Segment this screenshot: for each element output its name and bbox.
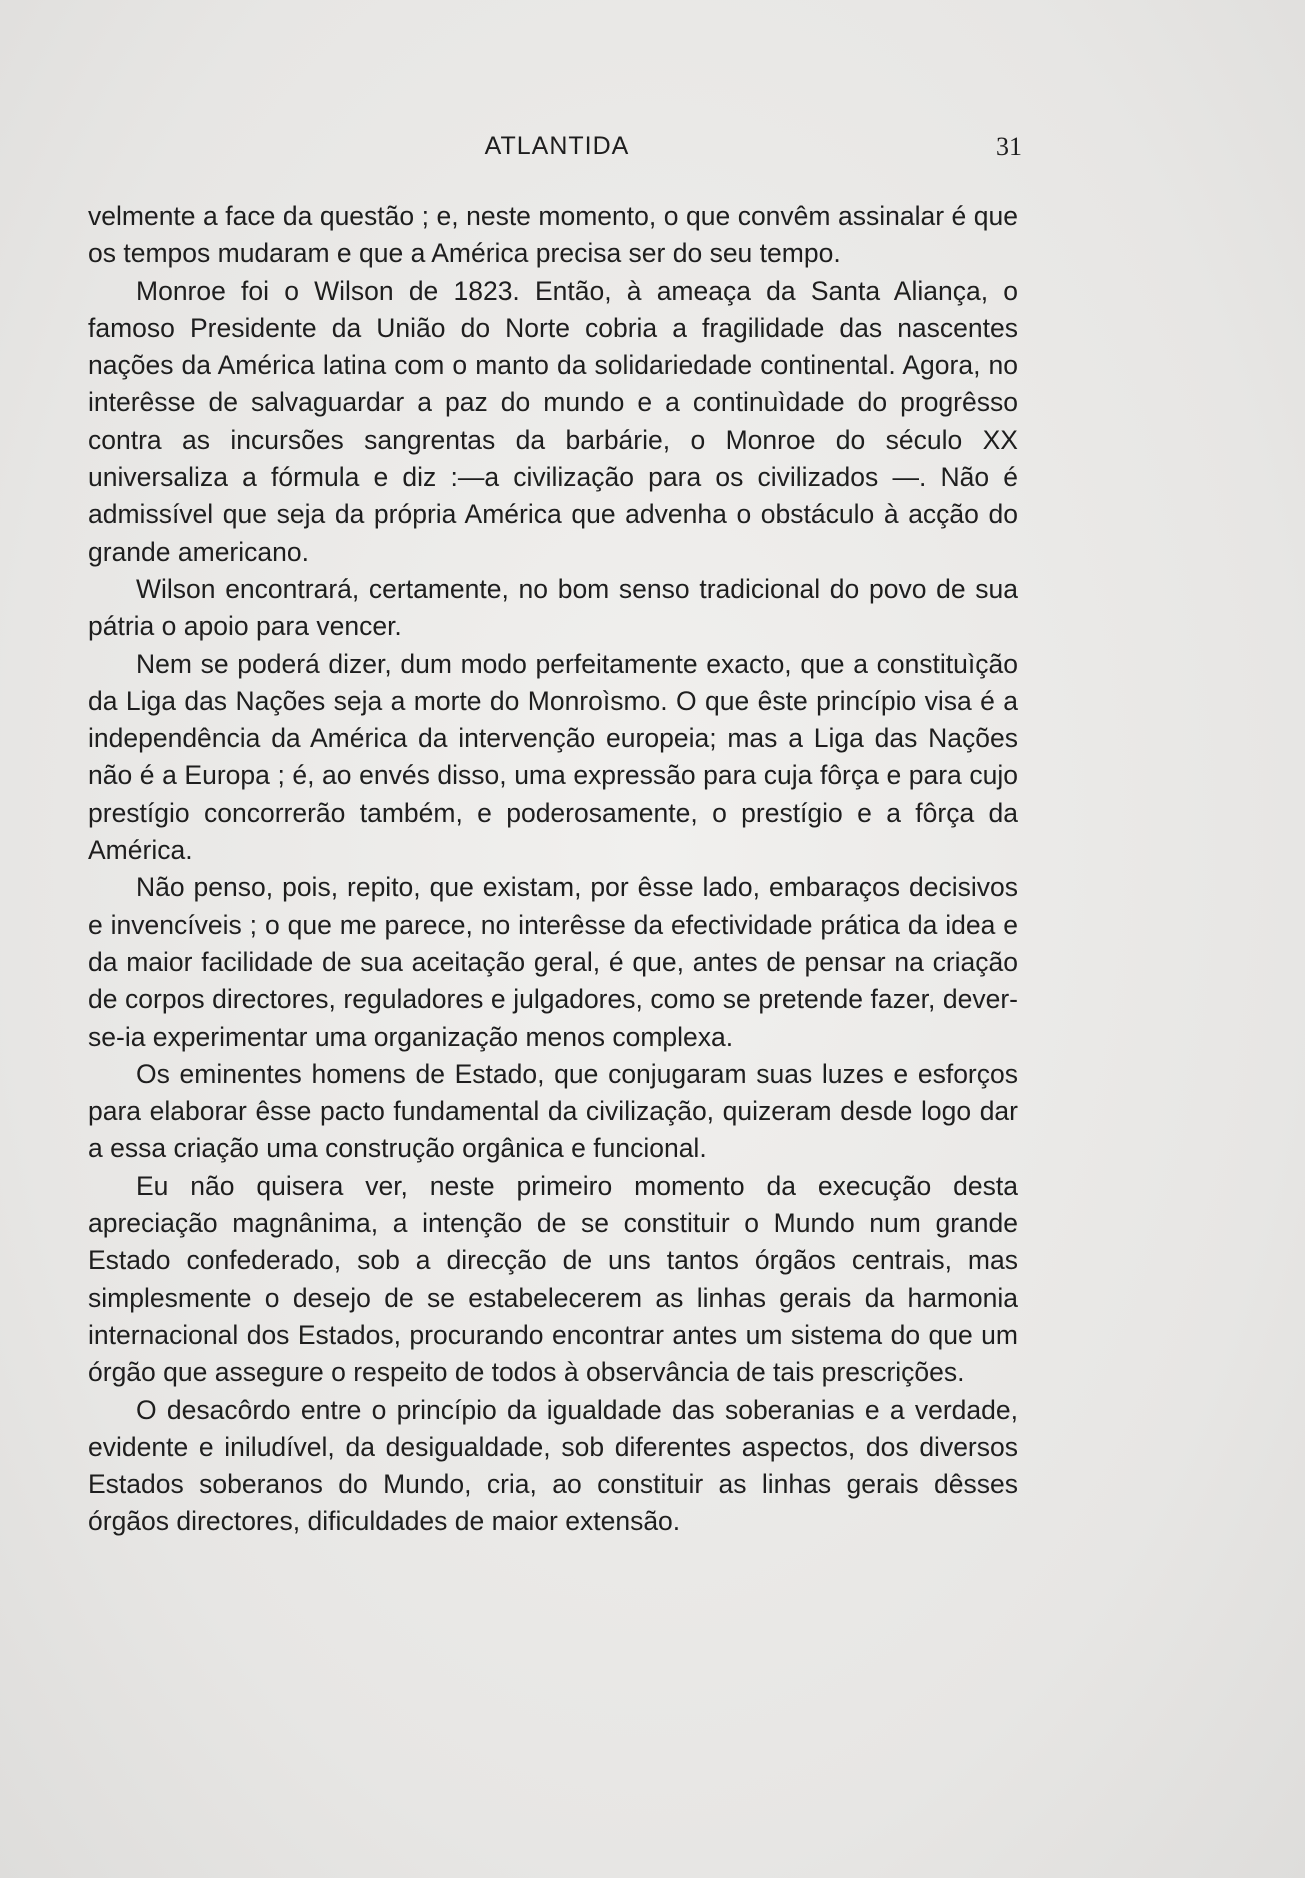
- paragraph-6: Os eminentes homens de Estado, que conjugaram suas luzes e esforços para elaborar êsse pacto fundamental da civilização, quizeram desde logo dar a essa criação uma construção orgânica e funcional.: [88, 1058, 1018, 1164]
- paragraph-5: Não penso, pois, repito, que existam, por êsse lado, embaraços decisivos e invencíveis ; o que me parece, no interêsse da efectividade prática da idea e da maior facilidade de sua aceitação geral, é que, antes de pensar na criação de corpos directores, reguladores e julgadores, como se pretende fazer, dever-se-ia experimentar uma organização menos complexa.: [88, 872, 1018, 1052]
- running-title: ATLANTIDA: [484, 132, 630, 160]
- paragraph-1: velmente a face da questão ; e, neste momento, o que convêm assinalar é que os tempos mudaram e que a América precisa ser do seu tempo.: [88, 201, 1018, 269]
- paragraph-8: O desacôrdo entre o princípio da igualdade das soberanias e a verdade, evidente e iniludível, da desigualdade, sob diferentes aspectos, dos diversos Estados soberanos do Mundo, cria, ao constituir as linhas gerais dêsses órgãos directores, dificuldades de maior extensão.: [88, 1394, 1018, 1537]
- page-number: 31: [996, 132, 1022, 161]
- running-head: [92, 132, 1022, 172]
- paragraph-3: Wilson encontrará, certamente, no bom senso tradicional do povo de sua pátria o apoio para vencer.: [88, 573, 1018, 642]
- paragraph-7: Eu não quisera ver, neste primeiro momento da execução desta apreciação magnânima, a intenção de se constituir o Mundo num grande Estado confederado, sob a direcção de uns tantos órgãos centrais, mas simplesmente o desejo de se estabelecerem as linhas gerais da harmonia internacional dos Estados, procurando encontrar antes um sistema do que um órgão que assegure o respeito de todos à observância de tais prescrições.: [88, 1170, 1018, 1388]
- paragraph-4: Nem se poderá dizer, dum modo perfeitamente exacto, que a constituìção da Liga das Nações seja a morte do Monroìsmo. O que êste princípio visa é a independência da América da intervenção europeia; mas a Liga das Nações não é a Europa ; é, ao envés disso, uma expressão para cuja fôrça e para cujo prestígio concorrerão também, e poderosamente, o prestígio e a fôrça da América.: [88, 648, 1018, 866]
- body-text: [88, 198, 1018, 1541]
- paragraph-2: Monroe foi o Wilson de 1823. Então, à ameaça da Santa Aliança, o famoso Presidente da União do Norte cobria a fragilidade das nascentes nações da América latina com o manto da solidariedade continental. Agora, no interêsse de salvaguardar a paz do mundo e a continuìdade do progrêsso contra as incursões sangrentas da barbárie, o Monroe do século XX universaliza a fórmula e diz :—a civilização para os civilizados —. Não é admissível que seja da própria América que advenha o obstáculo à acção do grande americano.: [88, 275, 1018, 567]
